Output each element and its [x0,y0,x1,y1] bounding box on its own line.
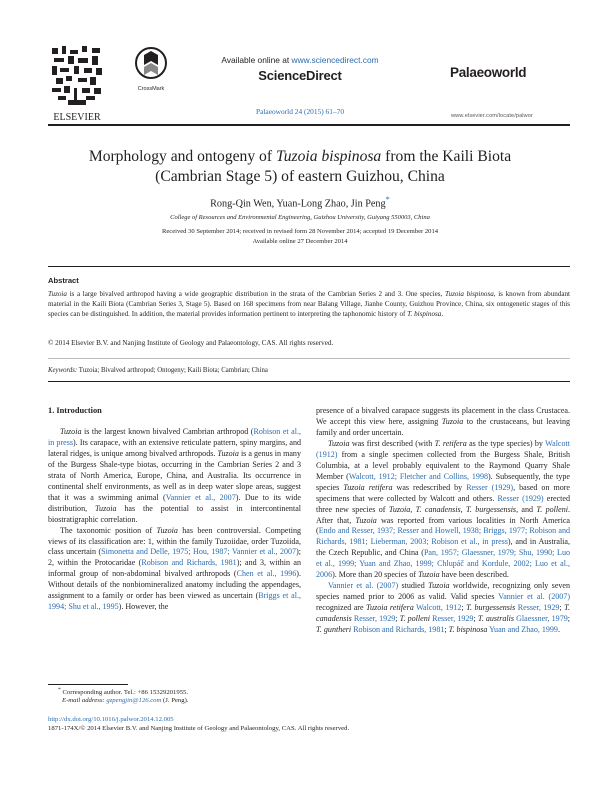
genus-name: Tuzoia [60,427,82,436]
title-genus: Tuzoia bispinosa [275,148,382,165]
text: from a single specimen collected from the Burgess Shale, British Columbia, at a level probably equivalent to the Raymond Quarry Shale Member ( [316,449,570,481]
genus-name: T. polleni [536,504,568,514]
genus-name: T. canadensis [415,504,461,514]
text: is the largest known bivalved Cambrian arthropod ( [81,427,254,436]
text: ; [444,625,449,635]
text: . After that, [316,504,571,525]
paragraph [316,406,570,439]
email-note [62,697,188,704]
text: has the potential to assist in intercontinental biostratigraphic correlation. [48,503,301,524]
keywords-label: Keywords: [48,367,78,374]
text: ). However, the [118,602,169,612]
sciencedirect-brand: ScienceDirect [258,68,342,83]
text: have been described. [439,570,509,580]
genus-name: T. bispinosa [407,310,442,319]
section-heading: 1. Introduction [48,406,102,415]
citation-link[interactable]: Robison and Richards, 1981 [353,625,445,635]
genus-name: Tuzoia [428,581,450,591]
text: ); and 3, within an informal group of non-abdominal bivalved arthropods ( [48,558,301,579]
abstract-heading: Abstract [48,276,79,285]
citation-link[interactable]: Resser, 1929 [432,614,474,624]
title-part: from the Kaili Biota (Cambrian Stage 5) of eastern Guizhou, China [155,148,512,185]
issn-copyright: 1871-174X/© 2014 Elsevier B.V. and Nanjing Institute of Geology and Palaeontology, CAS. All rights reserved. [48,725,350,732]
abstract-text: . [441,310,444,319]
svg-text:CrossMark: CrossMark [137,86,165,92]
genus-name: Tuzoia [156,525,178,535]
received-dates: Received 30 September 2014; received in revised form 28 November 2014; accepted 19 December 2014 [161,228,439,235]
genus-name: Tuzoia [95,503,117,513]
sciencedirect-link[interactable]: www.sciencedirect.com [291,55,379,65]
citation-link[interactable]: Walcott, 1912 [416,603,462,613]
genus-name: T. guntheri [316,625,352,635]
doi-link[interactable]: http://dx.doi.org/10.1016/j.palwor.2014.12.005 [48,716,174,723]
keywords-rule [48,358,570,359]
keywords-line [48,367,268,374]
citation-link[interactable]: Resser, 1929 [353,614,396,624]
citation-link[interactable]: Briggs et al., 1994; Shu et al., 1995 [48,591,301,612]
genus-name: T. canadensis [316,603,571,624]
citation-link[interactable]: Robison et al., in press [48,427,301,447]
citation-link[interactable]: Resser (1929) [497,493,544,503]
genus-name: Tuzoia retifera [366,603,414,613]
genus-name: T. burgessensis [466,603,516,613]
journal-reference-link[interactable]: Palaeoworld 24 (2015) 61–70 [255,107,345,116]
affiliation: College of Resources and Environmental Engineering, Guizhou University, Guiyang 550003, China [170,214,430,221]
abstract-bottom-rule [48,381,570,382]
right-column [316,406,570,636]
journal-brand: Palaeoworld [450,65,527,80]
citation-link[interactable]: Endo and Resser, 1937; Resser and Howell, 1938; Briggs, 1977; Robison and Richards, 1981; Lieberman, 2003; Robison et al., in press [316,526,570,547]
citation-link[interactable]: Resser (1929) [466,482,514,492]
text: has been controversial. Competing views of its classification are: 1, within the family Tuzoiidae, order Tuzoiida, class uncertain ( [48,525,301,557]
corresponding-author-mark[interactable]: * [385,194,390,204]
text: ). More than 20 species of [332,570,419,580]
svg-text:ELSEVIER: ELSEVIER [53,112,101,123]
text: , and [516,504,537,514]
text: , [410,504,416,514]
abstract-copyright: © 2014 Elsevier B.V. and Nanjing Institute of Geology and Palaeontology, CAS. All rights reserved. [48,339,334,347]
footnote-text: Corresponding author. Tel.: +86 15329201955. [60,689,189,697]
citation-link[interactable]: Pan, 1957; Glaessner, 1979; Shu, 1990; Luo et al., 1999; Yuan and Zhao, 1999; Chlupáč and Kordule, 2002; Luo et al., 2006 [316,548,571,580]
email-link[interactable]: gzpengjin@126.com [106,697,162,704]
keywords: Tuzoia; Bivalved arthropod; Ontogeny; Kaili Biota; Cambrian; China [78,367,268,374]
text: is a genus in many of the Burgess Shale-type biotas, occurring in the Cambrian Series 2 and 3 strata of North America, Europe, China, and Australia. Its occurrence in continental shelf environments, as well as in deep water slope areas, suggest that it was a swimming animal ( [48,448,301,502]
author-list [0,194,600,209]
text: ). Without details of the nonbiomineralized anatomy including the appendages, assignment to a family or order has been viewed as uncertain ( [48,569,301,601]
text: erected three new species of [316,493,570,514]
genus-name: T. burgessensis [466,504,517,514]
text: ); 2, within the Protocaridae ( [48,547,302,568]
text: The taxonomic position of [60,525,157,535]
text: to the crustaceans, but leaving family and order uncertain. [316,416,570,437]
text: presence of a bivalved carapace suggests its placement in the class Crustacea. We accept this view here, assigning [316,406,570,426]
paragraph [48,427,301,526]
email-label: E-mail address: [62,697,105,704]
text: , based on more specimens that were collected by Walcott and others. [316,482,570,503]
authors: Rong-Qin Wen, Yuan-Long Zhao, Jin Peng [210,198,386,210]
citation-link[interactable]: Vannier et al., 2007 [165,492,236,502]
text: worldwide, recognizing only seven species named prior to 2006 as valid. Valid species [316,581,571,602]
genus-name: Tuzoia [328,438,350,448]
text: ), and in Australia, the Czech Republic, and China ( [316,537,570,558]
available-online-line [0,55,600,65]
genus-name: Tuzoia [217,448,239,458]
footnote-rule [48,684,128,685]
left-column [48,427,301,613]
citation-link[interactable]: Simonetta and Delle, 1975; Hou, 1987; Vannier et al., 2007 [101,547,297,557]
text: ; [567,614,571,624]
text: ; [395,614,400,624]
text: ; [559,603,565,613]
text: . [557,625,560,635]
abstract-text: is a large bivalved arthropod having a wide geographic distribution in the strata of the Cambrian Series 2 and 3. One species, [66,290,445,298]
text: was reported from various localities in North America ( [316,515,570,536]
text: ). Its carapace, with an extensive reticulate pattern, spiny margins, and lateral ridges, is unique among bivalved arthropods. [48,437,302,458]
paragraph [316,439,570,581]
citation-link[interactable]: Vannier et al. (2007) [328,581,399,591]
text: as the type species) by [466,438,546,448]
citation-link[interactable]: Walcott (1912) [316,438,570,459]
genus-name: Tuzoia [441,416,464,426]
citation-link[interactable]: Robison and Richards, 1981 [141,558,237,568]
genus-name: T. bispinosa [448,625,488,635]
genus-name: T. polleni [399,614,430,624]
abstract-top-rule [48,266,570,267]
header-rule [48,124,570,126]
corresponding-author-note [58,687,188,696]
genus-name: Tuzoia [355,515,377,525]
citation-link[interactable]: Walcott, 1912; Fletcher and Collins, 1998 [348,471,488,481]
journal-url[interactable]: www.elsevier.com/locate/palwor [451,113,533,119]
text: ). Subsequently, the type species [316,471,570,492]
genus-name: Tuzoia retifera [343,482,393,492]
text: ; [461,603,467,613]
email-tail: (J. Peng). [161,697,189,704]
abstract-body [48,289,570,319]
genus-name: Tuzoia [418,570,440,580]
article-title [60,147,540,187]
text: ; [473,614,478,624]
text: recognized are [316,603,367,613]
text: ). Due to its wide distribution, [48,492,301,513]
text: studied [398,581,429,591]
paragraph [316,581,570,636]
footnote-mark: * [58,687,61,693]
genus-name: Tuzoia [48,290,67,298]
paragraph [48,526,301,614]
text: was redescribed by [392,482,467,492]
genus-name: Tuzoia bispinosa [445,290,494,298]
abstract-text: , is known from abundant material in the Kaili Biota (Cambrian Series 3, Stage 5). Based on 168 specimens from near Balang Village, Jianhe County, Guizhou Province, China, six ontogenetic stages of this species can be distinguished. In addition, the material provides information pertinent to interpreting the taphonomic history of [48,290,571,319]
citation-link[interactable]: Vannier et al. (2007) [498,592,571,602]
available-prefix: Available online at [221,55,292,65]
citation-link[interactable]: Glaessner, 1979 [516,614,568,624]
genus-name: Tuzoia [388,504,411,514]
text: was first described (with [349,438,435,448]
citation-link[interactable]: Chen et al., 1996 [236,569,297,579]
text: , [460,504,466,514]
citation-link[interactable]: Yuan and Zhao, 1999 [489,625,558,635]
genus-name: T. retifera [434,438,467,448]
genus-name: T. australis [477,614,514,624]
title-part: Morphology and ontogeny of [88,148,276,165]
online-date: Available online 27 December 2014 [252,238,348,245]
citation-link[interactable]: Resser, 1929 [517,603,560,613]
